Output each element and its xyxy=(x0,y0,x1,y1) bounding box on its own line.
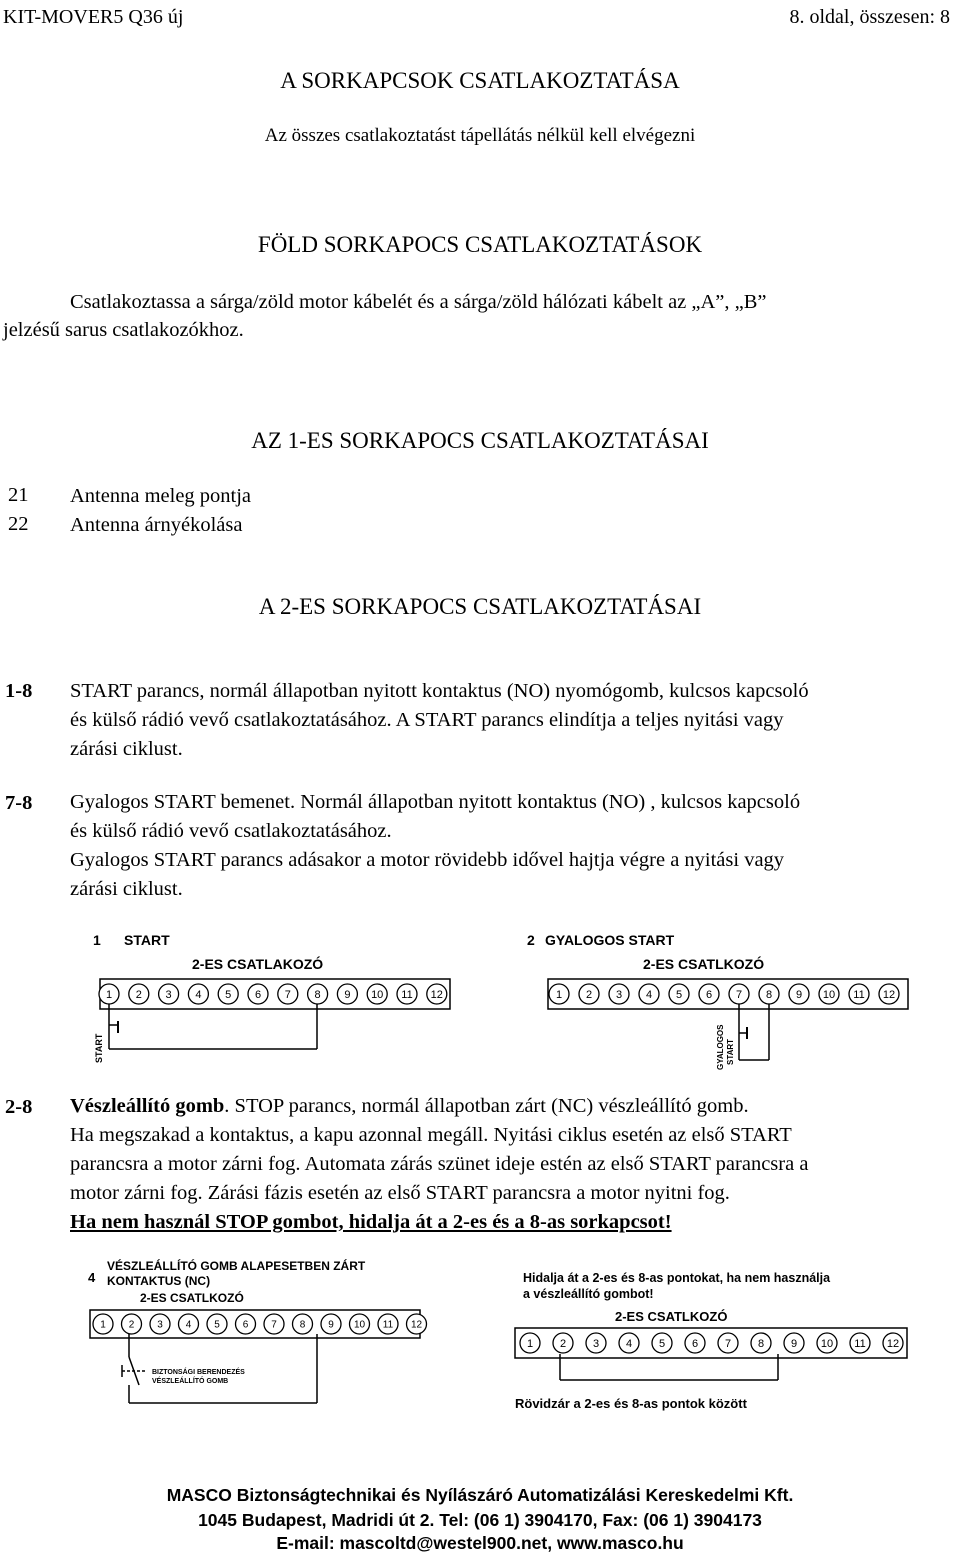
terminal-label: 4 xyxy=(645,988,653,1001)
block2-title: A 2-ES SORKAPOCS CSATLAKOZTATÁSAI xyxy=(258,594,702,619)
bypass-caption: Rövidzár a 2-es és 8-as pontok között xyxy=(515,1396,747,1411)
terminal-label: 8 xyxy=(765,988,773,1001)
terminal-label: 3 xyxy=(165,988,172,1001)
footer-address: 1045 Budapest, Madridi út 2. Tel: (06 1) 3904170, Fax: (06 1) 3904173 xyxy=(198,1510,762,1530)
terminal-label: 9 xyxy=(790,1337,798,1350)
diagram-label: VÉSZLEÁLLÍTÓ GOMB ALAPESETBEN ZÁRT xyxy=(107,1259,366,1273)
terminal-label: 8 xyxy=(299,1319,306,1331)
text-line: START parancs, normál állapotban nyitott kontaktus (NO) nyomógomb, kulcsos kapcsoló xyxy=(70,680,809,702)
terminal-label: 4 xyxy=(185,1319,192,1331)
terminal-label: 12 xyxy=(430,988,443,1001)
text-line xyxy=(70,1092,958,1121)
text-line: parancsra a motor zárni fog. Automata zárás szünet ideje estén az első START parancsra a xyxy=(70,1153,809,1175)
footer-contact: E-mail: mascoltd@westel900.net, www.masco.hu xyxy=(276,1533,684,1553)
terminal-label: 11 xyxy=(854,1337,866,1350)
block1-item-text: Antenna árnyékolása xyxy=(70,514,243,536)
terminal-label: 10 xyxy=(353,1319,366,1331)
bypass-wiring-diagram xyxy=(505,1262,925,1422)
text-line: Gyalogos START bemenet. Normál állapotban nyitott kontaktus (NO) , kulcsos kapcsoló xyxy=(70,791,801,813)
page-number: 8. oldal, összesen: 8 xyxy=(789,6,950,28)
terminal-label: 7 xyxy=(735,988,743,1001)
text-line: Gyalogos START parancs adásakor a motor rövidebb idővel hajtja végre a nyitási vagy xyxy=(70,849,785,871)
text-line: és külső rádió vevő csatlakoztatásához. A START parancs elindítja a teljes nyitási vagy xyxy=(70,709,784,731)
terminal-label: 1 xyxy=(555,988,563,1001)
text-line: és külső rádió vevő csatlakoztatásához. xyxy=(70,820,392,842)
terminal-label: 6 xyxy=(242,1319,249,1331)
terminal-label: 5 xyxy=(214,1319,220,1331)
diagram-label: KONTAKTUS (NC) xyxy=(107,1274,211,1288)
switch-label: GYALOGOS xyxy=(716,1024,725,1070)
block1-title: AZ 1-ES SORKAPOCS CSATLAKOZTATÁSAI xyxy=(251,428,709,453)
terminal-label: 8 xyxy=(314,988,321,1001)
terminal-label: 1 xyxy=(105,988,113,1001)
switch-label: START xyxy=(726,1038,735,1065)
start-wiring-diagram xyxy=(80,925,460,1075)
terminal-label: 5 xyxy=(675,988,683,1001)
terminal-label: 10 xyxy=(371,988,384,1001)
diagram-number: 2 xyxy=(527,932,535,948)
terminal-label: 2 xyxy=(128,1319,135,1331)
terminal-label: 4 xyxy=(625,1337,633,1350)
nc-contact-symbol xyxy=(122,1357,145,1385)
terminal-label: 7 xyxy=(271,1319,277,1331)
terminal-label: 9 xyxy=(328,1319,334,1331)
item-7-8-text xyxy=(70,788,958,904)
doc-id: KIT-MOVER5 Q36 új xyxy=(3,6,184,28)
terminal-label: 6 xyxy=(705,988,713,1001)
pushbutton-symbol xyxy=(739,1027,747,1039)
device-label: VÉSZLEÁLLÍTÓ GOMB xyxy=(152,1378,229,1385)
pushbutton-symbol xyxy=(109,1021,118,1033)
bypass-warning: Ha nem használ STOP gombot, hidalja át a 2-es és a 8-as sorkapcsot! xyxy=(70,1211,672,1233)
text-line: Ha megszakad a kontaktus, a kapu azonnal megáll. Nyitási ciklus esetén az első START xyxy=(70,1124,792,1146)
item-1-8-text xyxy=(70,677,958,764)
terminal-label: 7 xyxy=(724,1337,732,1350)
emergency-stop-wiring-diagram xyxy=(80,1255,440,1415)
item-2-8-num: 2-8 xyxy=(5,1096,33,1118)
diagram-label: GYALOGOS START xyxy=(545,932,675,948)
main-title: A SORKAPCSOK CSATLAKOZTATÁSA xyxy=(280,68,680,93)
emergency-stop-term: Vészleállító gomb xyxy=(70,1095,225,1117)
terminal-label: 6 xyxy=(691,1337,699,1350)
diagram-number: 1 xyxy=(93,932,101,948)
terminal-label: 12 xyxy=(886,1337,900,1350)
device-label: BIZTONSÁGI BERENDEZÉS xyxy=(152,1369,245,1376)
connector-label: 2-ES CSATLKOZÓ xyxy=(140,1291,244,1305)
terminal-label: 2 xyxy=(585,988,593,1001)
terminal-label: 9 xyxy=(795,988,803,1001)
block1-item-num: 22 xyxy=(8,513,29,535)
terminal-label: 5 xyxy=(225,988,232,1001)
terminal-label: 3 xyxy=(615,988,623,1001)
terminal-label: 11 xyxy=(401,988,413,1001)
terminal-label: 4 xyxy=(195,988,202,1001)
block1-item-num: 21 xyxy=(8,484,29,506)
item-1-8-num: 1-8 xyxy=(5,680,33,702)
bypass-note: Hidalja át a 2-es és 8-as pontokat, ha nem használja xyxy=(523,1271,831,1285)
earth-title: FÖLD SORKAPOCS CSATLAKOZTATÁSOK xyxy=(257,232,703,257)
terminal-label: 3 xyxy=(157,1319,163,1331)
terminal-label: 5 xyxy=(658,1337,666,1350)
diagram-number: 4 xyxy=(88,1270,96,1285)
footer-company: MASCO Biztonságtechnikai és Nyílászáró Automatizálási Kereskedelmi Kft. xyxy=(166,1485,794,1505)
terminal-label: 10 xyxy=(822,988,836,1001)
connector-label: 2-ES CSATLAKOZÓ xyxy=(192,956,324,972)
terminal-label: 1 xyxy=(100,1319,106,1331)
connector-label: 2-ES CSATLKOZÓ xyxy=(615,1309,728,1324)
terminal-label: 1 xyxy=(526,1337,534,1350)
terminal-label: 2 xyxy=(559,1337,567,1350)
bypass-note: a vészleállító gombot! xyxy=(523,1287,654,1301)
connector-label: 2-ES CSATLKOZÓ xyxy=(643,956,765,972)
diagram-label: START xyxy=(124,932,170,948)
main-subtitle: Az összes csatlakoztatást tápellátás nélkül kell elvégezni xyxy=(264,125,696,146)
item-7-8-num: 7-8 xyxy=(5,792,33,814)
earth-line-1: Csatlakoztassa a sárga/zöld motor kábelét és a sárga/zöld hálózati kábelt az „A”, „B” xyxy=(70,291,767,313)
terminal-label: 3 xyxy=(592,1337,600,1350)
terminal-label: 10 xyxy=(820,1337,834,1350)
terminal-label: 8 xyxy=(757,1337,765,1350)
text-line: zárási ciklust. xyxy=(70,878,183,900)
terminal-label: 2 xyxy=(135,988,142,1001)
text-line: motor zárni fog. Zárási fázis esetén az első START parancsra a motor nyitni fog. xyxy=(70,1182,730,1204)
terminal-label: 11 xyxy=(382,1319,394,1331)
item-2-8-text xyxy=(70,1092,958,1237)
earth-line-2: jelzésű sarus csatlakozókhoz. xyxy=(3,319,244,341)
terminal-label: 7 xyxy=(284,988,291,1001)
terminal-strip xyxy=(515,1328,907,1358)
terminal-label: 11 xyxy=(853,988,865,1001)
pedestrian-start-wiring-diagram xyxy=(515,925,915,1075)
text-fragment: . STOP parancs, normál állapotban zárt (NC) vészleállító gomb. xyxy=(224,1095,749,1117)
block1-item-text: Antenna meleg pontja xyxy=(70,485,252,507)
text-line: zárási ciklust. xyxy=(70,738,183,760)
terminal-label: 6 xyxy=(254,988,262,1001)
terminal-label: 12 xyxy=(410,1319,423,1331)
switch-label: START xyxy=(94,1033,104,1063)
terminal-label: 9 xyxy=(344,988,351,1001)
terminal-label: 12 xyxy=(882,988,896,1001)
